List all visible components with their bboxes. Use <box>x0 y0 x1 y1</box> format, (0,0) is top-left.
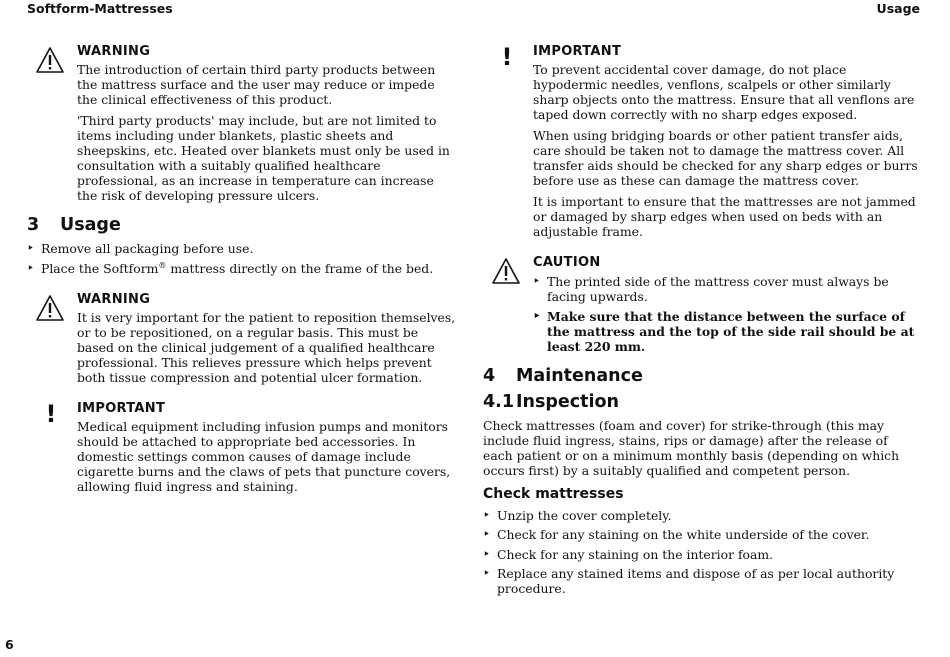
warning-third-party <box>27 42 457 203</box>
list-item <box>27 261 457 276</box>
list-item: ‣ Check for any staining on the interior foam. <box>483 547 919 562</box>
important-paragraph: It is important to ensure that the mattresses are not jammed or damaged by sharp edges when used on beds with an adjustable frame. <box>533 194 916 239</box>
header-document-title: Softform-Mattresses <box>27 1 173 16</box>
check-bullet-list <box>483 508 919 597</box>
subheading-check-mattresses: Check mattresses <box>483 485 624 502</box>
warning-triangle-icon <box>35 46 65 74</box>
exclamation-icon: ! <box>45 399 57 428</box>
left-column <box>27 42 457 504</box>
registered-mark: ® <box>158 260 167 270</box>
section-number: 4 <box>483 365 496 386</box>
list-item: ‣ The printed side of the mattress cover must always be facing upwards. <box>533 274 919 304</box>
section-title: Maintenance <box>516 365 643 386</box>
important-title: IMPORTANT <box>77 400 166 416</box>
warning-triangle-icon <box>35 294 65 322</box>
section-heading-maintenance <box>483 364 919 388</box>
warning-triangle-icon <box>491 257 521 285</box>
warning-paragraph: The introduction of certain third party products between the mattress surface and the user may reduce or impede the clinical effectiveness of this product. <box>77 62 436 107</box>
usage-bullet-list <box>27 241 457 276</box>
warning-paragraph: 'Third party products' may include, but are not limited to items including under blankets, plastic sheets and sheepskins, etc. Heated over blankets must only be used in consultation with a suitably qualified healthcare professional, as an increase in temperature can increase the risk of developing pressure ulcers. <box>77 113 450 203</box>
section-number: 4.1 <box>483 391 515 412</box>
exclamation-icon: ! <box>501 43 513 71</box>
caution-mattress-cover <box>483 253 919 354</box>
list-item-text: Place the Softform <box>41 260 159 276</box>
list-item: ‣ Unzip the cover completely. <box>483 508 919 523</box>
section-heading-usage <box>27 213 457 237</box>
warning-reposition <box>27 290 457 385</box>
important-sharp-objects <box>483 42 919 239</box>
list-item: ‣ Make sure that the distance between the surface of the mattress and the top of the side rail should be at least 220 mm. <box>533 309 919 354</box>
important-paragraph: To prevent accidental cover damage, do not place hypodermic needles, venflons, scalpels or other similarly sharp objects onto the mattress. Ensure that all venflons are taped down correctly with no sharp edges exposed. <box>533 62 915 122</box>
list-item: ‣ Replace any stained items and dispose of as per local authority procedure. <box>483 566 919 596</box>
list-item-text: mattress directly on the frame of the bed. <box>166 260 434 276</box>
section-heading-inspection <box>483 390 919 414</box>
important-title: IMPORTANT <box>533 44 622 59</box>
warning-title: WARNING <box>77 44 151 59</box>
inspection-paragraph: Check mattresses (foam and cover) for strike-through (this may include fluid ingress, stains, rips or damage) after the release of each patient or on a minimum monthly basis (depending on which occurs first) by a suitably qualified and competent person. <box>483 417 900 478</box>
section-title: Usage <box>60 215 121 235</box>
warning-title: WARNING <box>77 291 151 307</box>
important-paragraph: When using bridging boards or other patient transfer aids, care should be taken not to damage the mattress cover. All transfer aids should be checked for any sharp edges or burrs before use as these can damage the mattress cover. <box>533 128 918 188</box>
warning-paragraph: It is very important for the patient to reposition themselves, or to be repositioned, on a regular basis. This must be based on the clinical judgement of a qualified healthcare professional. This relieves pressure which helps prevent both tissue compression and potential ulcer formation. <box>77 309 456 385</box>
caution-title: CAUTION <box>533 255 601 270</box>
important-paragraph: Medical equipment including infusion pumps and monitors should be attached to appropriate bed accessories. In domestic settings common causes of damage include cigarette burns and the claws of pets that puncture covers, allowing fluid ingress and staining. <box>77 418 451 494</box>
list-item: ‣ Remove all packaging before use. <box>27 241 457 256</box>
right-column <box>483 42 919 604</box>
page-number: 6 <box>5 637 14 652</box>
header-section-name: Usage <box>876 1 920 16</box>
important-medical-equipment <box>27 399 457 494</box>
caution-bullet-list <box>533 274 919 354</box>
section-number: 3 <box>27 215 40 235</box>
list-item: ‣ Check for any staining on the white underside of the cover. <box>483 527 919 542</box>
section-title: Inspection <box>516 391 620 412</box>
